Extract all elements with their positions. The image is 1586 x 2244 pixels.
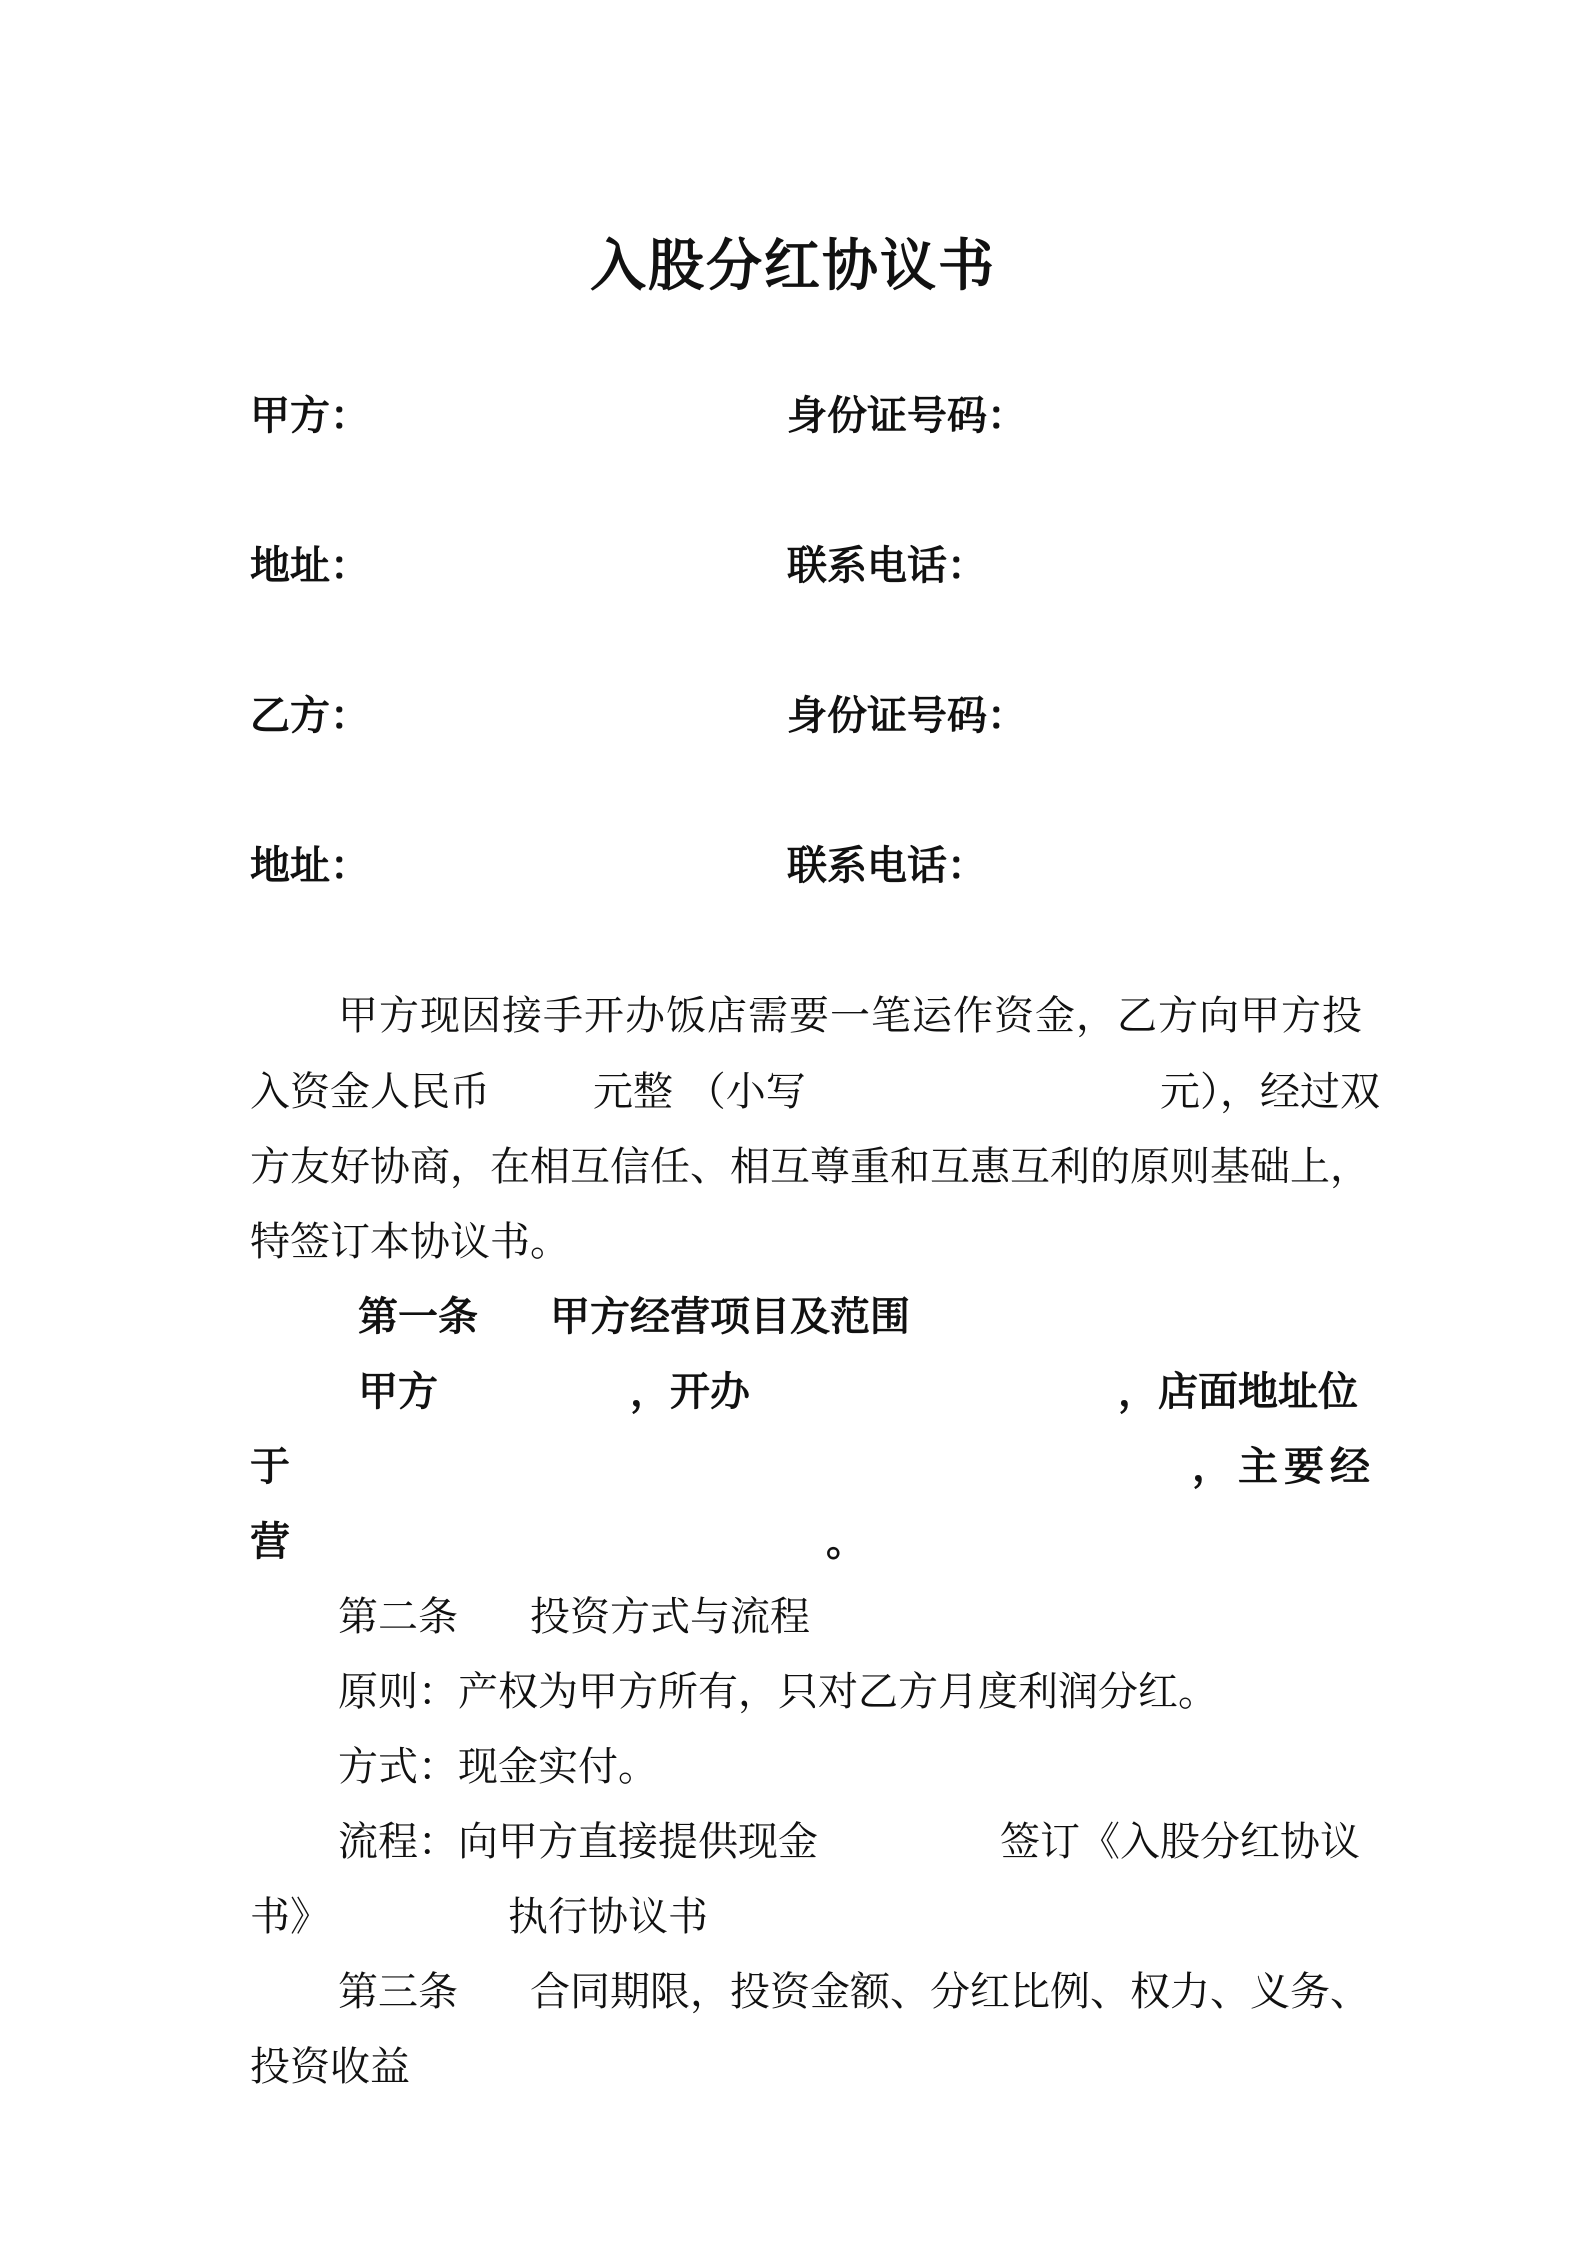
article-2-process-b: 签订《入股分红协议	[1000, 1819, 1360, 1865]
article-1-text-at: 于	[250, 1444, 290, 1490]
article-2-process-d: 执行协议书	[508, 1894, 708, 1940]
party-a-phone-label: 联系电话：	[787, 543, 987, 589]
article-1-number: 第一条	[358, 1294, 478, 1340]
article-1-text-party: 甲方	[358, 1369, 438, 1415]
article-2-process-c: 书》	[250, 1894, 330, 1940]
article-2-heading: 投资方式与流程	[530, 1594, 810, 1640]
article-3-number: 第三条	[338, 1969, 458, 2015]
party-b-address-label: 地址：	[250, 843, 370, 889]
article-2-method: 方式：现金实付。	[338, 1744, 658, 1790]
party-a-name-label: 甲方：	[250, 393, 370, 439]
article-1-text-main: ，主要经	[1192, 1444, 1376, 1490]
party-a-address-label: 地址：	[250, 543, 370, 589]
intro-line-2-b: 元整 （小写	[593, 1069, 806, 1115]
document-title: 入股分红协议书	[590, 234, 996, 299]
intro-line-3: 方友好协商，在相互信任、相互尊重和互惠互利的原则基础上，	[250, 1144, 1370, 1190]
article-1-text-open: ，开办	[630, 1369, 750, 1415]
article-2-number: 第二条	[338, 1594, 458, 1640]
article-1-text-address: ，店面地址位	[1118, 1369, 1358, 1415]
intro-line-2-a: 入资金人民币	[250, 1069, 490, 1115]
article-2-process-a: 流程：向甲方直接提供现金	[338, 1819, 818, 1865]
article-1-heading: 甲方经营项目及范围	[550, 1294, 910, 1340]
party-a-id-label: 身份证号码：	[787, 393, 1027, 439]
intro-line-1: 甲方现因接手开办饭店需要一笔运作资金，乙方向甲方投	[338, 993, 1363, 1039]
party-b-name-label: 乙方：	[250, 693, 370, 739]
article-2-principle: 原则：产权为甲方所有，只对乙方月度利润分红。	[338, 1669, 1218, 1715]
article-3-heading-b: 投资收益	[250, 2044, 410, 2090]
party-b-id-label: 身份证号码：	[787, 693, 1027, 739]
article-1-text-end: 。	[826, 1519, 866, 1565]
article-1-text-business: 营	[250, 1519, 290, 1565]
party-b-phone-label: 联系电话：	[787, 843, 987, 889]
article-3-heading-a: 合同期限，投资金额、分红比例、权力、义务、	[530, 1969, 1370, 2015]
intro-line-4: 特签订本协议书。	[250, 1219, 570, 1265]
intro-line-2-c: 元），经过双	[1160, 1069, 1380, 1115]
